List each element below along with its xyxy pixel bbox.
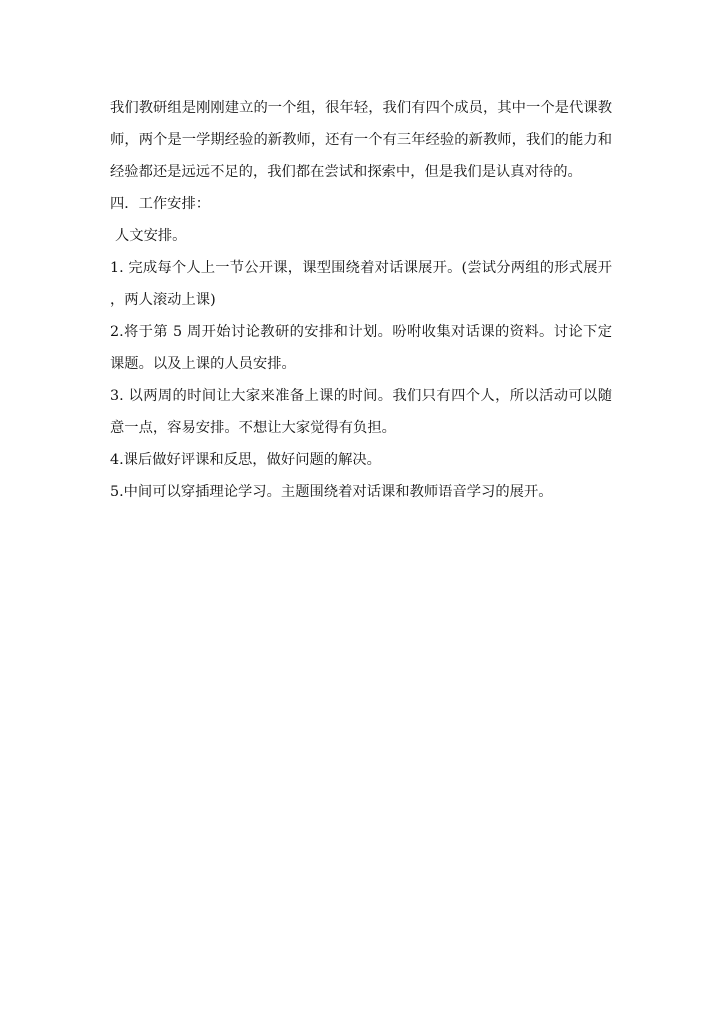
subsection-heading: 人文安排。 bbox=[115, 228, 187, 244]
list-item-1: 1. 完成每个人上一节公开课，课型围绕着对话课展开。(尝试分两组的形式展开，两人滚动上课) bbox=[110, 260, 612, 308]
intro-paragraph: 我们教研组是刚刚建立的一个组，很年轻，我们有四个成员，其中一个是代课教师，两个是一学期经验的新教师，还有一个有三年经验的新教师，我们的能力和经验都还是远远不足的，我们都在尝试和探索中，但是我们是认真对待的。 bbox=[110, 100, 612, 180]
list-item-5: 5.中间可以穿插理论学习。主题围绕着对话课和教师语音学习的展开。 bbox=[110, 484, 553, 500]
list-item-4: 4.课后做好评课和反思，做好问题的解决。 bbox=[110, 452, 381, 468]
list-item-2: 2.将于第 5 周开始讨论教研的安排和计划。吩咐收集对话课的资料。讨论下定课题。以及上课的人员安排。 bbox=[110, 324, 612, 372]
section-heading: 四．工作安排： bbox=[110, 196, 211, 212]
list-item-3: 3. 以两周的时间让大家来准备上课的时间。我们只有四个人，所以活动可以随意一点，容易安排。不想让大家觉得有负担。 bbox=[110, 388, 612, 436]
document-body bbox=[110, 92, 612, 508]
